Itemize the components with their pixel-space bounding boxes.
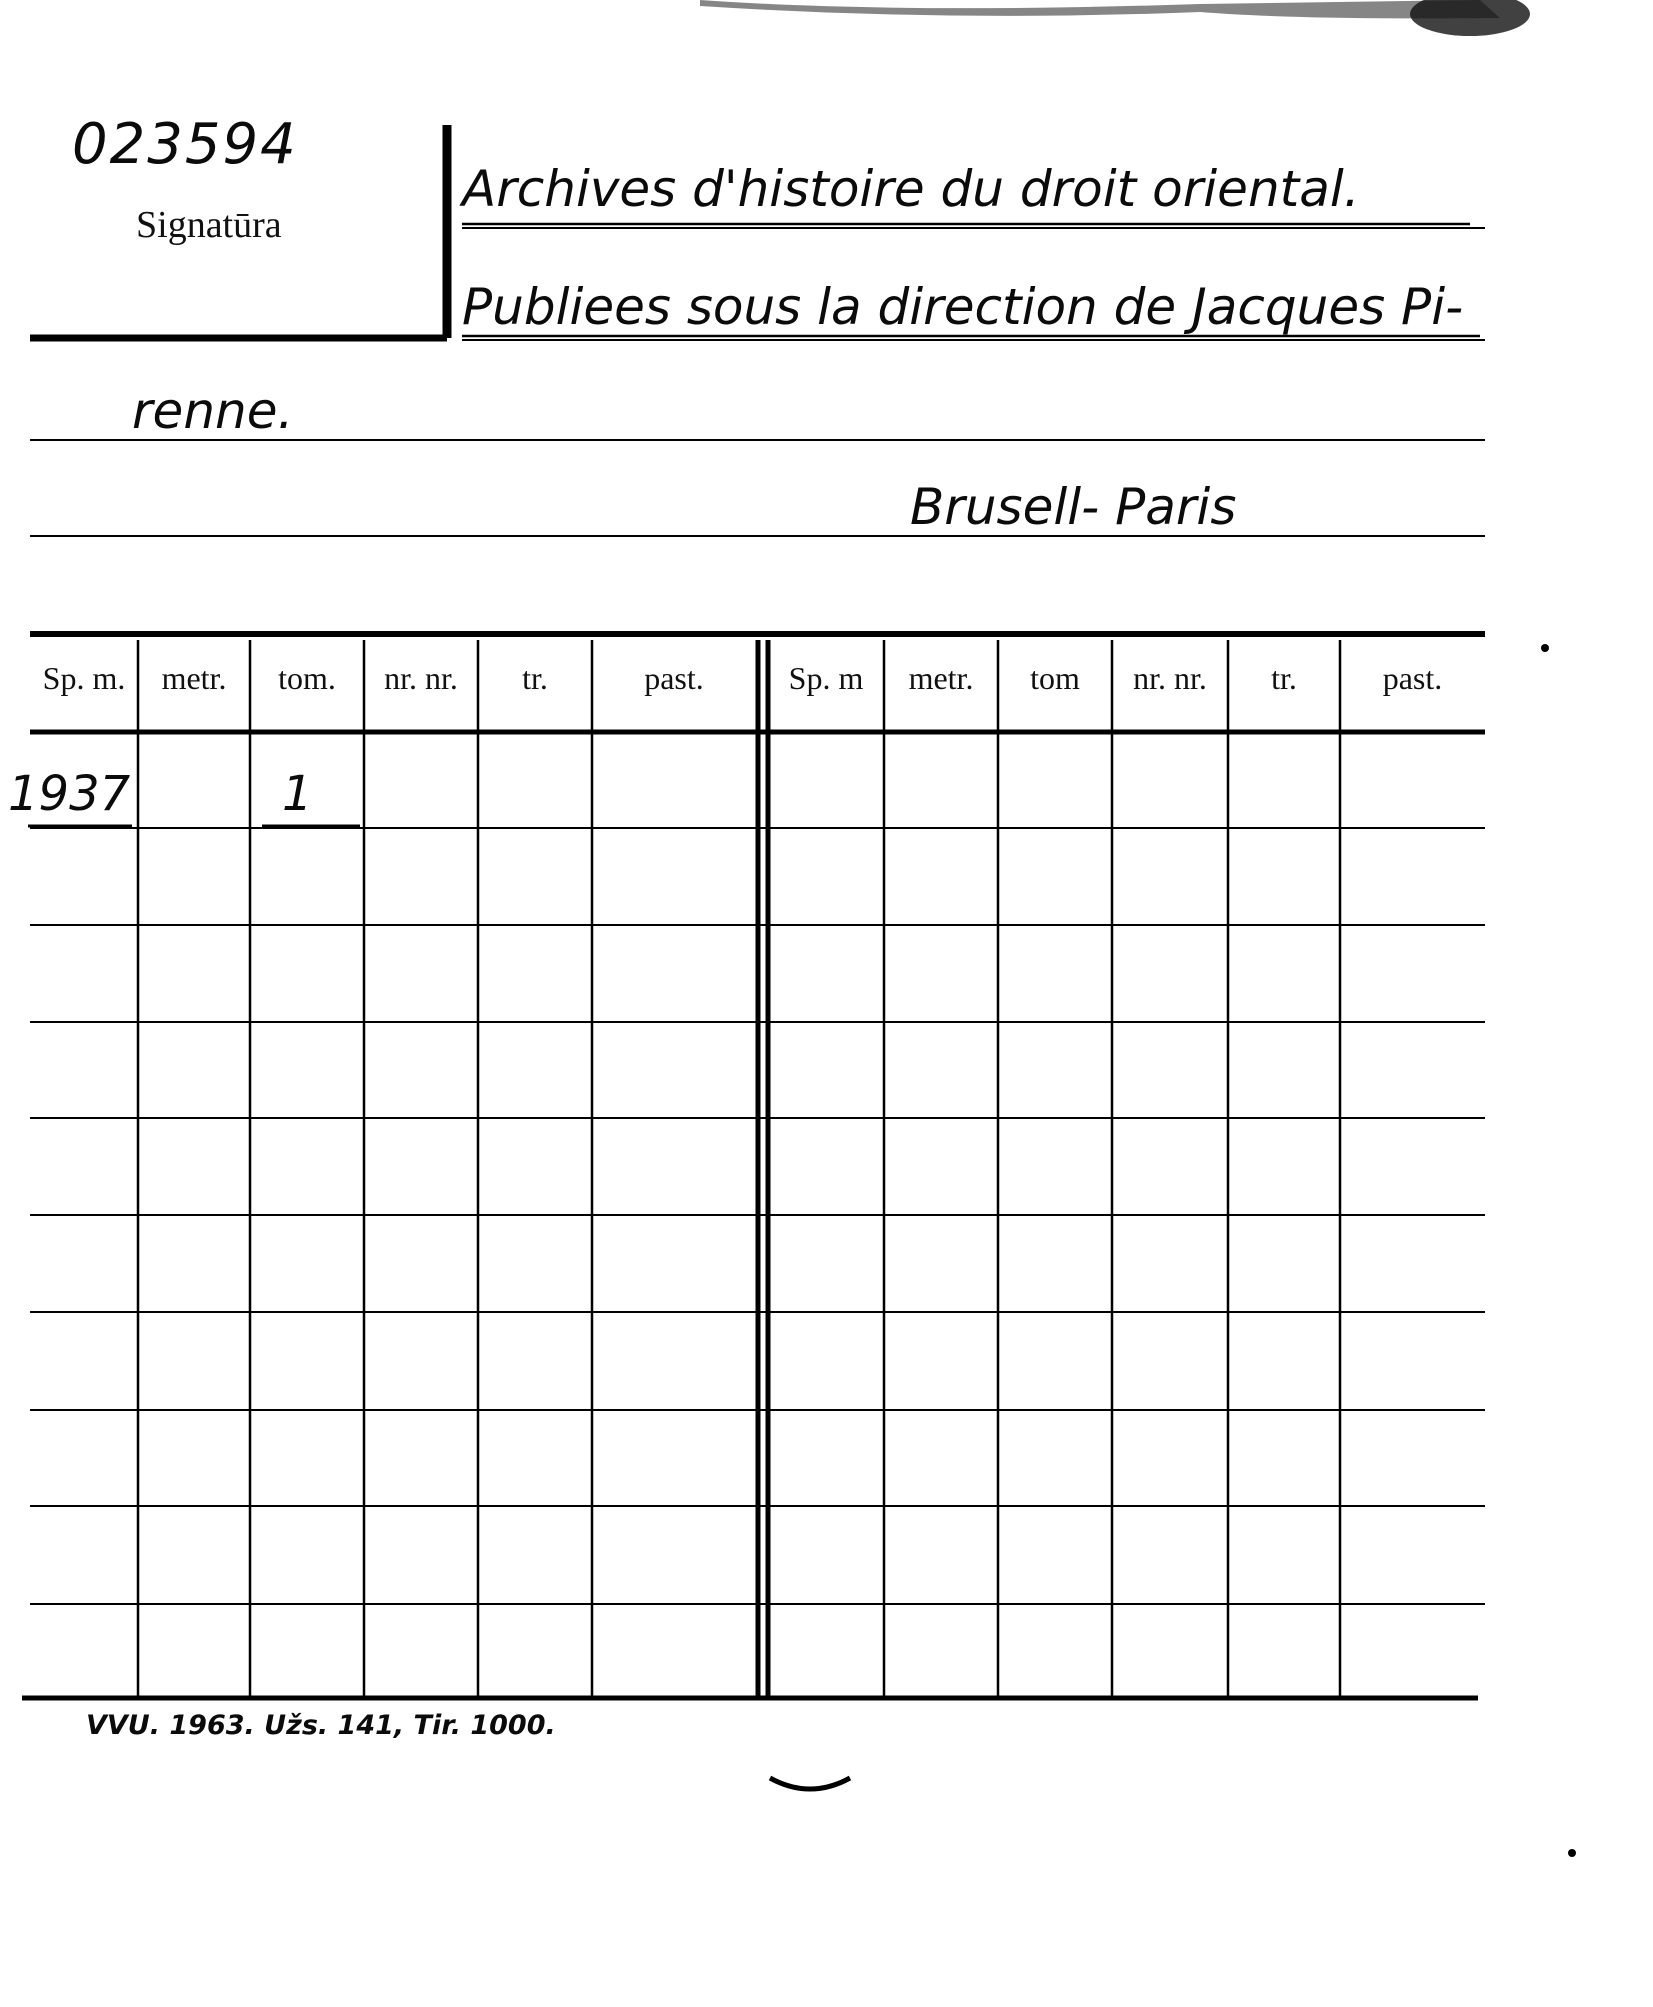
footer-print-note: VVU. 1963. Užs. 141, Tir. 1000. — [86, 1710, 556, 1741]
header-past-left: past. — [644, 660, 704, 696]
signature-label: Signatūra — [136, 204, 282, 246]
title-line-3: renne. — [132, 382, 294, 440]
header-tom-right: tom — [1030, 660, 1080, 696]
header-past-right: past. — [1382, 660, 1443, 696]
title-line-1: Archives d'histoire du droit oriental. — [462, 160, 1360, 218]
title-line-2: Publiees sous la direction de Jacques Pi- — [462, 278, 1464, 336]
header-nr-nr-left: nr. nr. — [384, 660, 458, 696]
scan-mark-bottom — [770, 1778, 850, 1789]
header-nr-nr-right: nr. nr. — [1133, 660, 1207, 696]
row1-tom-value: 1 — [282, 766, 313, 822]
header-metr-right: metr. — [908, 660, 974, 696]
row1-sp-m-value: 1937 — [8, 766, 131, 822]
header-metr-left: metr. — [161, 660, 227, 696]
header-sp-m-left: Sp. m. — [42, 660, 126, 696]
table-column-lines — [138, 640, 1340, 1698]
scan-smudge-top — [700, 0, 1500, 18]
signature-number: 023594 — [72, 112, 298, 177]
scan-speck-2 — [1568, 1849, 1576, 1857]
scan-smudge-corner — [1410, 0, 1530, 36]
header-tom-left: tom. — [278, 660, 336, 696]
header-tr-left: tr. — [522, 660, 548, 696]
scan-speck — [1541, 644, 1549, 652]
header-tr-right: tr. — [1271, 660, 1297, 696]
place-line: Brusell- Paris — [910, 478, 1237, 536]
header-sp-m-right: Sp. m — [788, 660, 864, 696]
